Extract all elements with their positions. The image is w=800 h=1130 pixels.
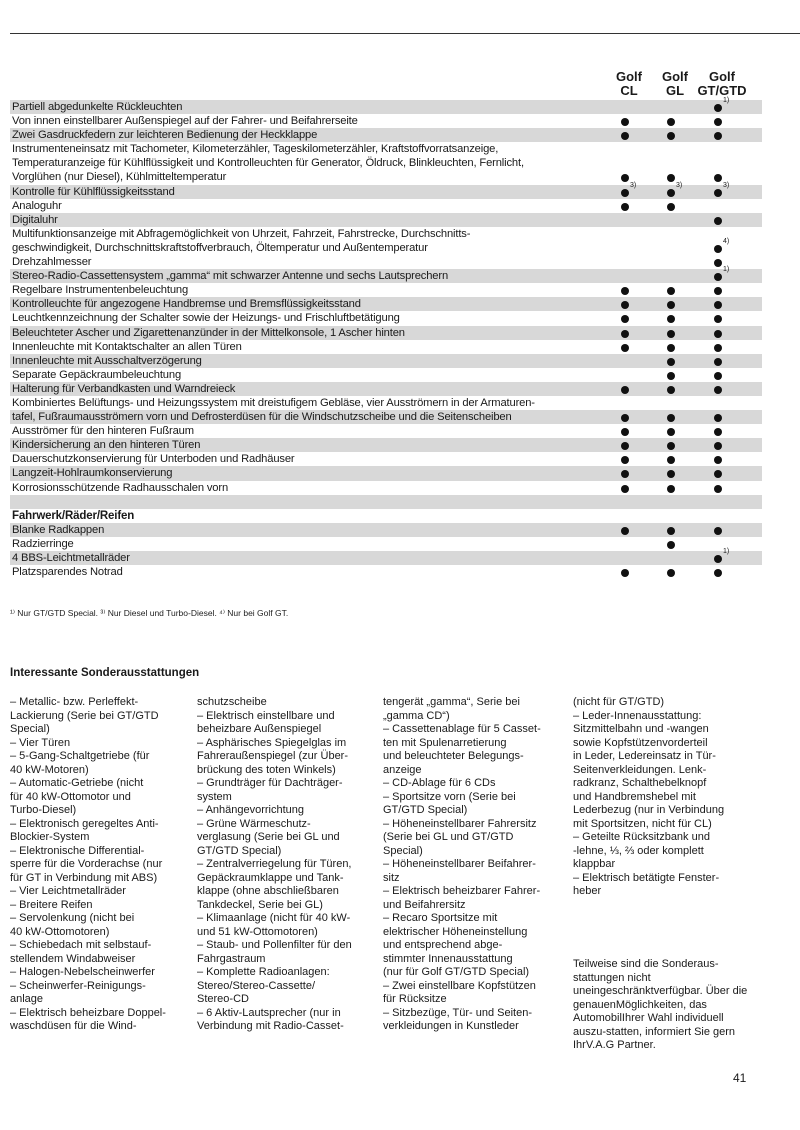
option-line: stimmter Innenausstattung — [383, 952, 513, 965]
table-row — [10, 565, 762, 579]
option-line: Gepäckraumklappe und Tank- — [197, 871, 344, 884]
table-row — [10, 237, 762, 255]
option-line: brückung des toten Winkels) — [197, 763, 336, 776]
option-line: – Zentralverriegelung für Türen, — [197, 858, 352, 870]
row-label: Regelbare Instrumentenbeleuchtung — [12, 284, 189, 297]
option-line: – Asphärisches Spiegelglas im — [197, 736, 347, 749]
option-line: verkleidungen in Kunstleder — [383, 1020, 519, 1032]
option-line: GT/GTD Special) — [383, 804, 468, 816]
page-number: 41 — [733, 1071, 747, 1085]
option-line: (Serie bei GL und GT/GTD — [383, 831, 514, 843]
option-line: – Elektronische Differential- — [10, 844, 145, 857]
option-line: (nur für Golf GT/GTD Special) — [383, 966, 530, 978]
top-rule — [10, 33, 800, 34]
option-line: (nicht für GT/GTD) — [573, 696, 665, 708]
option-line: Stereo-CD — [197, 993, 249, 1005]
footnote-marker: 3) — [676, 181, 683, 189]
table-row — [10, 523, 762, 537]
table-row — [10, 283, 762, 297]
row-label: Vorglühen (nur Diesel), Kühlmitteltemperatur — [12, 171, 227, 184]
table-rows — [10, 97, 762, 579]
availability-dot — [667, 527, 675, 535]
availability-dot — [621, 569, 629, 577]
row-label: Multifunktionsanzeige mit Abfragemöglichkeit von Uhrzeit, Fahrzeit, Fahrstrecke, Durchschnitts- — [12, 227, 471, 240]
options-column-1 — [10, 696, 190, 1034]
availability-dot — [714, 330, 722, 338]
table-row — [10, 213, 762, 227]
option-line: – Recaro Sportsitze mit — [383, 912, 498, 924]
availability-dot — [667, 569, 675, 577]
availability-dot — [621, 203, 629, 211]
availability-dot — [621, 189, 629, 197]
option-line: – Automatic-Getriebe (nicht — [10, 777, 144, 789]
availability-dot — [714, 217, 722, 225]
table-row — [10, 548, 762, 565]
option-line: Seitenverkleidungen. Lenk- — [573, 763, 707, 776]
option-line: 40 kW-Motoren) — [10, 763, 89, 776]
option-line: klappe (ohne abschließbaren — [197, 885, 339, 897]
availability-dot — [714, 569, 722, 577]
table-row — [10, 481, 762, 495]
availability-dot — [667, 132, 675, 140]
option-line: klappbar — [573, 858, 616, 870]
option-line: – Elektronisch geregeltes Anti- — [10, 817, 159, 830]
option-line: Sitzmittelbahn und -wangen — [573, 723, 709, 735]
option-line: – Elektrisch einstellbare und — [197, 709, 335, 722]
option-line: Turbo-Diesel) — [10, 804, 77, 816]
table-row — [10, 142, 762, 156]
option-line: – CD-Ablage für 6 CDs — [383, 777, 496, 789]
note-line: Ihrer Wahl individuell auszu- — [573, 1012, 724, 1038]
table-row — [10, 340, 762, 354]
option-line: ten mit Spulenarretierung — [383, 736, 507, 749]
availability-dot — [667, 344, 675, 352]
table-row — [10, 438, 762, 452]
option-line: GT/GTD Special) — [197, 844, 282, 857]
column-header-trim: CL — [620, 83, 638, 98]
availability-dot — [621, 414, 629, 422]
row-label: Separate Gepäckraumbeleuchtung — [12, 368, 182, 381]
option-line: 40 kW-Ottomotoren) — [10, 925, 110, 938]
availability-note — [573, 958, 748, 1053]
availability-dot — [667, 330, 675, 338]
footnote-marker: 3) — [723, 181, 730, 189]
availability-dot — [667, 470, 675, 478]
option-line: sowie Kopfstützenvorderteil — [573, 736, 708, 749]
note-line: Teilweise sind die Sonderaus- — [573, 958, 719, 970]
section-heading-row — [10, 509, 762, 523]
option-line: – Höheneinstellbarer Beifahrer- — [383, 858, 536, 870]
availability-dot — [621, 442, 629, 450]
availability-dot — [714, 414, 722, 422]
option-line: verglasung (Serie bei GL und — [197, 831, 340, 843]
table-row — [10, 114, 762, 128]
option-line: für 40 kW-Ottomotor und — [10, 790, 131, 803]
column-header-trim: GL — [665, 83, 685, 98]
availability-dot — [714, 372, 722, 380]
availability-dot — [714, 470, 722, 478]
row-label: Blanke Radkappen — [12, 523, 105, 536]
option-line: – Breitere Reifen — [10, 898, 93, 911]
option-line: – Anhängevorrichtung — [197, 804, 305, 816]
option-line: – Klimaanlage (nicht für 40 kW- — [197, 912, 351, 924]
row-label: Von innen einstellbarer Außenspiegel auf der Fahrer- und Beifahrerseite — [12, 115, 358, 128]
availability-dot — [621, 386, 629, 394]
note-line: V.A.G Partner. — [585, 1039, 656, 1051]
option-line: – Elektrisch beheizbarer Fahrer- — [383, 885, 541, 897]
option-line: – 5-Gang-Schaltgetriebe (für — [10, 750, 150, 762]
table-row — [10, 255, 762, 269]
availability-dot — [621, 118, 629, 126]
option-line: waschdüsen für die Wind- — [10, 1020, 137, 1032]
row-label: Innenleuchte mit Kontaktschalter an allen Türen — [12, 340, 242, 353]
availability-dot — [621, 470, 629, 478]
row-label: Drehzahlmesser — [12, 256, 92, 269]
table-row — [10, 297, 762, 311]
row-label: Stereo-Radio-Cassettensystem „gamma“ mit schwarzer Antenne und sechs Lautsprechern — [12, 270, 449, 283]
option-line: für GT in Verbindung mit ABS) — [10, 871, 158, 884]
availability-dot — [714, 174, 722, 182]
option-line: – 6 Aktiv-Lautsprecher (nur in — [197, 1006, 341, 1019]
row-label: Kontrolleuchte für angezogene Handbremse und Bremsflüssigkeitsstand — [12, 298, 361, 311]
option-line: – Vier Türen — [10, 736, 71, 749]
table-row — [10, 97, 762, 114]
availability-dot — [621, 456, 629, 464]
availability-dot — [667, 315, 675, 323]
column-header — [697, 70, 747, 100]
option-line: – Staub- und Pollenfilter für den — [197, 939, 352, 951]
table-row — [10, 326, 762, 340]
availability-dot — [621, 527, 629, 535]
options-column-3 — [383, 696, 563, 1034]
row-label: Analoguhr — [12, 199, 62, 212]
options-column-2 — [197, 696, 377, 1034]
availability-dot — [667, 174, 675, 182]
availability-dot — [714, 245, 722, 253]
row-label: Beleuchteter Ascher und Zigarettenanzünder in der Mittelkonsole, 1 Ascher hinten — [12, 326, 405, 339]
availability-dot — [714, 344, 722, 352]
footnote-marker: 1) — [723, 266, 730, 274]
option-line: – Grundträger für Dachträger- — [197, 777, 343, 789]
option-line: – Servolenkung (nicht bei — [10, 912, 135, 924]
option-line: und Beifahrersitz — [383, 898, 466, 911]
option-line: Lackierung (Serie bei GT/GTD — [10, 709, 159, 722]
availability-dot — [621, 174, 629, 182]
option-line: in Leder, Ledereinsatz in Tür- — [573, 750, 716, 762]
table-row — [10, 227, 762, 241]
availability-dot — [714, 485, 722, 493]
availability-dot — [714, 132, 722, 140]
option-line: Fahreraußenspiegel (zur Über- — [197, 750, 349, 762]
options-column-4 — [573, 696, 753, 899]
table-row — [10, 199, 762, 213]
option-line: radkranz, Schalthebelknopf — [573, 777, 707, 789]
option-line: und Handbremshebel mit — [573, 790, 696, 803]
option-line: – Geteilte Rücksitzbank und — [573, 831, 710, 843]
availability-dot — [667, 414, 675, 422]
option-line: schutzscheibe — [197, 696, 267, 708]
availability-dot — [667, 428, 675, 436]
row-label: Platzsparendes Notrad — [12, 566, 123, 579]
table-row — [10, 382, 762, 396]
footnote-marker: 4) — [723, 237, 730, 245]
availability-dot — [667, 372, 675, 380]
availability-dot — [714, 273, 722, 281]
availability-dot — [714, 358, 722, 366]
column-header-model: Golf — [662, 69, 688, 84]
row-label: Kindersicherung an den hinteren Türen — [12, 439, 201, 452]
option-line: – Vier Leichtmetallräder — [10, 885, 126, 897]
option-line: tengerät „gamma“, Serie bei — [383, 696, 520, 708]
availability-dot — [667, 541, 675, 549]
availability-dot — [667, 442, 675, 450]
availability-dot — [621, 287, 629, 295]
table-row — [10, 466, 762, 480]
column-header — [604, 70, 654, 100]
table-row — [10, 181, 762, 199]
availability-dot — [667, 118, 675, 126]
note-line: statten, informiert Sie gern Ihr — [573, 1025, 736, 1051]
option-line: Blockier-System — [10, 831, 90, 843]
option-line: „gamma CD“) — [383, 709, 450, 722]
availability-dot — [667, 485, 675, 493]
row-label: Fahrwerk/Räder/Reifen — [12, 509, 135, 522]
availability-dot — [667, 358, 675, 366]
footnote-marker: 3) — [630, 181, 637, 189]
availability-dot — [667, 301, 675, 309]
row-label: Korrosionsschützende Radhausschalen vorn — [12, 481, 229, 494]
row-label: Radzierringe — [12, 537, 74, 550]
table-row — [10, 410, 762, 424]
table-row — [10, 452, 762, 466]
option-line: – Sportsitze vorn (Serie bei — [383, 790, 516, 803]
row-label: Zwei Gasdruckfedern zur leichteren Bedienung der Heckklappe — [12, 129, 318, 142]
option-line: elektrischer Höheneinstellung — [383, 925, 528, 938]
option-line: system — [197, 790, 232, 803]
footnote-marker: 1) — [723, 97, 730, 104]
row-label: Dauerschutzkonservierung für Unterboden und Radhäuser — [12, 453, 295, 466]
note-line: stattungen nicht uneingeschränkt — [573, 971, 654, 997]
availability-dot — [714, 555, 722, 563]
table-row — [10, 354, 762, 368]
availability-dot — [714, 442, 722, 450]
availability-dot — [621, 485, 629, 493]
availability-dot — [714, 428, 722, 436]
column-header — [650, 70, 700, 100]
option-line: und entsprechend abge- — [383, 939, 503, 951]
availability-dot — [714, 456, 722, 464]
option-line: für Rücksitze — [383, 993, 447, 1005]
availability-dot — [714, 301, 722, 309]
option-line: Fahrgastraum — [197, 952, 266, 965]
availability-dot — [621, 344, 629, 352]
table-row — [10, 396, 762, 410]
row-label: Langzeit-Hohlraumkonservierung — [12, 467, 173, 480]
availability-dot — [667, 386, 675, 394]
row-label: Innenleuchte mit Ausschaltverzögerung — [12, 354, 202, 367]
column-header-trim: GT/GTD — [697, 83, 747, 98]
option-line: heber — [573, 885, 602, 897]
option-line: mit Sportsitzen, nicht für CL) — [573, 817, 712, 830]
option-line: sitz — [383, 871, 400, 884]
option-line: Tankdeckel, Serie bei GL) — [197, 898, 323, 911]
option-line: – Komplette Radioanlagen: — [197, 966, 330, 978]
availability-dot — [621, 330, 629, 338]
row-label: 4 BBS-Leichtmetallräder — [12, 552, 130, 564]
availability-dot — [667, 189, 675, 197]
table-row — [10, 266, 762, 283]
option-line: – Scheinwerfer-Reinigungs- — [10, 979, 146, 992]
footnote-marker: 1) — [723, 548, 730, 555]
availability-dot — [714, 118, 722, 126]
table-row — [10, 424, 762, 438]
option-line: – Elektrisch beheizbare Doppel- — [10, 1006, 166, 1019]
availability-dot — [714, 189, 722, 197]
option-line: – Elektrisch betätigte Fenster- — [573, 871, 720, 884]
option-line: – Cassettenablage für 5 Casset- — [383, 723, 541, 735]
option-line: Stereo/Stereo-Cassette/ — [197, 979, 316, 992]
option-line: – Halogen-Nebelscheinwerfer — [10, 966, 155, 978]
note-line: Möglichkeiten, das Automobil — [573, 998, 707, 1024]
availability-dot — [621, 315, 629, 323]
row-label: tafel, Fußraumausströmern vorn und Defrosterdüsen für die Windschutzscheibe und die Seitenscheiben — [12, 411, 512, 424]
table-row — [10, 311, 762, 325]
availability-dot — [714, 104, 722, 112]
availability-dot — [714, 386, 722, 394]
column-header-model: Golf — [709, 69, 735, 84]
availability-dot — [714, 315, 722, 323]
option-line: anlage — [10, 993, 44, 1005]
availability-dot — [667, 203, 675, 211]
row-label: Partiell abgedunkelte Rückleuchten — [12, 101, 183, 113]
row-label: geschwindigkeit, Durchschnittskraftstoffverbrauch, Öltemperatur und Außentemperatur — [12, 241, 428, 254]
availability-dot — [621, 301, 629, 309]
row-label: Kombiniertes Belüftungs- und Heizungssystem mit dreistufigem Gebläse, vier Ausströmern in der Armaturen- — [12, 396, 535, 409]
sonder-title: Interessante Sonderausstattungen — [10, 667, 200, 679]
table-row — [10, 368, 762, 382]
option-line: – Grüne Wärmeschutz- — [197, 817, 311, 830]
option-line: – Höheneinstellbarer Fahrersitz — [383, 817, 537, 830]
option-line: und 51 kW-Ottomotoren) — [197, 925, 318, 938]
table-row — [10, 170, 762, 184]
row-label: Halterung für Verbandkasten und Warndreieck — [12, 382, 236, 395]
row-label: Kontrolle für Kühlflüssigkeitsstand — [12, 185, 175, 198]
option-line: – Metallic- bzw. Perleffekt- — [10, 696, 139, 708]
table-row — [10, 128, 762, 142]
row-label: Digitaluhr — [12, 213, 58, 226]
option-line: – Zwei einstellbare Kopfstützen — [383, 979, 536, 992]
option-line: und beleuchteter Belegungs- — [383, 750, 524, 762]
option-line: -lehne, ⅓, ⅔ oder komplett — [573, 844, 704, 857]
row-label: Leuchtkennzeichnung der Schalter sowie der Heizungs- und Frischluftbetätigung — [12, 312, 400, 325]
availability-dot — [667, 456, 675, 464]
option-line: – Sitzbezüge, Tür- und Seiten- — [383, 1006, 532, 1019]
option-line: – Schiebedach mit selbstauf- — [10, 939, 152, 951]
table-row — [10, 537, 762, 551]
option-line: Verbindung mit Radio-Casset- — [197, 1020, 344, 1032]
row-label: Temperaturanzeige für Kühlflüssigkeit und Kontrolleuchten für Generator, Öldruck, Blinkleuchten, Fernlicht, — [12, 157, 524, 170]
option-line: beheizbare Außenspiegel — [197, 723, 322, 735]
table-row — [10, 156, 762, 170]
availability-dot — [714, 287, 722, 295]
availability-dot — [621, 428, 629, 436]
row-label: Instrumenteneinsatz mit Tachometer, Kilometerzähler, Tageskilometerzähler, Kraftstoffvorratsanzeige, — [12, 143, 499, 156]
option-line: Special) — [10, 723, 50, 735]
row-label: Ausströmer für den hinteren Fußraum — [12, 425, 194, 438]
availability-dot — [621, 132, 629, 140]
availability-dot — [714, 527, 722, 535]
option-line: sperre für die Vorderachse (nur — [10, 858, 163, 870]
note-line: verfügbar. Über die genauen — [573, 985, 748, 1011]
footnotes: ¹⁾ Nur GT/GTD Special. ³⁾ Nur Diesel und Turbo-Diesel. ⁴⁾ Nur bei Golf GT. — [10, 608, 289, 618]
table-row — [10, 495, 762, 509]
availability-dot — [714, 259, 722, 267]
option-line: Lederbezug (nur in Verbindung — [573, 804, 725, 816]
option-line: stellendem Windabweiser — [10, 952, 136, 965]
option-line: Special) — [383, 844, 423, 857]
option-line: – Leder-Innenausstattung: — [573, 709, 702, 722]
option-line: anzeige — [383, 763, 422, 776]
availability-dot — [667, 287, 675, 295]
column-header-model: Golf — [616, 69, 642, 84]
